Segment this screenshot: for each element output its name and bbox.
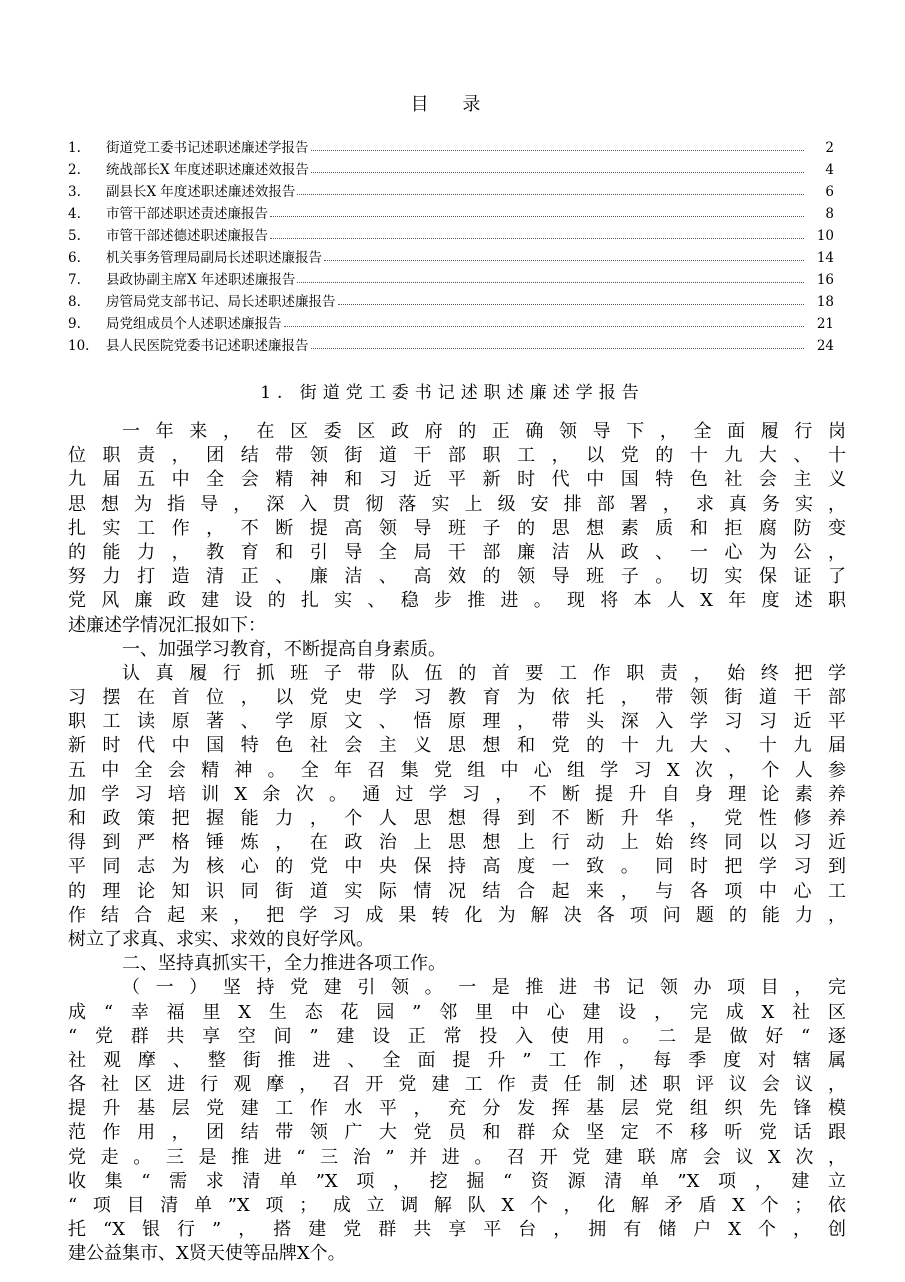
body-text-line: 二、坚持真抓实干，全力推进各项工作。 (122, 953, 446, 975)
toc-entry-number: 9. (68, 316, 81, 332)
toc-entry-title: 统战部长X 年度述职述廉述效报告 (106, 162, 309, 178)
body-text-line: 一、加强学习教育，不断提高自身素质。 (122, 638, 446, 660)
body-text-line: 作结合起来，把学习成果转化为解决各项问题的能力， (68, 904, 846, 926)
body-text-line: 扎实工作，不断提高领导班子的思想素质和拒腐防变 (68, 517, 846, 539)
body-text-line: 认真履行抓班子带队伍的首要工作职责，始终把学 (122, 662, 846, 684)
body-text-line: 党风廉政建设的扎实、稳步推进。现将本人X年度述职 (68, 590, 846, 612)
body-text-line: 范作用，团结带领广大党员和群众坚定不移听党话跟 (68, 1122, 846, 1144)
report-body (68, 420, 846, 1267)
body-text-line: 党走。三是推进“三治”并进。召开党建联席会议X次， (68, 1146, 846, 1168)
toc-leader-dots (297, 193, 804, 195)
body-text-line: 位职责，团结带领街道干部职工，以党的十九大、十 (68, 445, 846, 467)
body-text-line: 的理论知识同街道实际情况结合起来，与各项中心工 (68, 880, 846, 902)
toc-entry-number: 6. (68, 250, 81, 266)
toc-entry-page: 10 (816, 228, 834, 244)
body-text-line: 平同志为核心的党中央保持高度一致。同时把学习到 (68, 856, 846, 878)
toc-leader-dots (311, 347, 805, 349)
body-text-line: “项目清单”X项；成立调解队X个，化解矛盾X个；依 (68, 1195, 846, 1216)
toc-entry-title: 局党组成员个人述职述廉报告 (106, 316, 282, 332)
toc-entry[interactable] (68, 332, 834, 354)
toc-entry-page: 8 (825, 206, 834, 222)
toc-leader-dots (311, 171, 804, 173)
toc-entry-title: 副县长X 年度述职述廉述效报告 (106, 184, 296, 200)
body-text-line: （一）坚持党建引领。一是推进书记领办项目，完 (122, 977, 846, 999)
body-text-line: 的能力，教育和引导全局干部廉洁从政、一心为公， (68, 541, 846, 563)
body-text-line: 提升基层党建工作水平，充分发挥基层党组织先锋模 (68, 1098, 846, 1120)
body-text-line: 建公益集市、X贤天使等品牌X个。 (68, 1243, 346, 1265)
toc-leader-dots (284, 325, 805, 327)
toc-leader-dots (338, 303, 805, 305)
toc-leader-dots (311, 149, 805, 151)
body-text-line: 树立了求真、求实、求效的良好学风。 (68, 928, 374, 950)
table-of-contents (68, 134, 834, 354)
toc-entry[interactable] (68, 200, 834, 222)
toc-entry[interactable] (68, 288, 834, 310)
toc-entry-page: 16 (816, 272, 834, 288)
toc-leader-dots (297, 281, 804, 283)
toc-leader-dots (270, 237, 804, 239)
toc-entry-number: 3. (68, 184, 81, 200)
body-text-line: 加学习培训X余次。通过学习，不断提升自身理论素养 (68, 783, 846, 805)
toc-entry-title: 市管干部述职述责述廉报告 (106, 206, 268, 222)
toc-entry-number: 4. (68, 206, 81, 222)
toc-entry-page: 4 (825, 162, 834, 178)
toc-entry[interactable] (68, 156, 834, 178)
toc-entry-number: 7. (68, 272, 81, 288)
toc-entry-title: 机关事务管理局副局长述职述廉报告 (106, 250, 322, 266)
body-text-line: 各社区进行观摩，召开党建工作责任制述职评议会议， (68, 1074, 846, 1096)
body-text-line: 得到严格锤炼，在政治上思想上行动上始终同以习近 (68, 832, 846, 854)
toc-entry-page: 6 (825, 184, 834, 200)
body-text-line: 九届五中全会精神和习近平新时代中国特色社会主义 (68, 469, 846, 491)
body-text-line: 成“幸福里X生态花园”邻里中心建设，完成X社区 (68, 1001, 846, 1023)
body-text-line: 习摆在首位，以党史学习教育为依托，带领街道干部 (68, 687, 846, 709)
body-text-line: 五中全会精神。全年召集党组中心组学习X次，个人参 (68, 759, 846, 781)
body-text-line: 职工读原著、学原文、悟原理，带头深入学习习近平 (68, 711, 846, 733)
toc-entry[interactable] (68, 178, 834, 200)
toc-entry[interactable] (68, 244, 834, 266)
body-text-line: 思想为指导，深入贯彻落实上级安排部署，求真务实， (68, 493, 846, 515)
toc-entry-page: 14 (816, 250, 834, 266)
section-title: 1. 街道党工委书记述职述廉述学报告 (260, 383, 645, 403)
toc-entry-number: 8. (68, 294, 81, 310)
body-text-line: 述廉述学情况汇报如下： (68, 614, 266, 636)
body-text-line: 一年来，在区委区政府的正确领导下，全面履行岗 (122, 421, 846, 442)
toc-entry-number: 5. (68, 228, 81, 244)
body-text-line: 和政策把握能力，个人思想得到不断升华，党性修养 (68, 808, 846, 829)
toc-entry-title: 县人民医院党委书记述职述廉报告 (106, 338, 309, 354)
toc-entry-title: 市管干部述德述职述廉报告 (106, 228, 268, 244)
toc-entry-page: 24 (816, 338, 834, 354)
body-text-line: 努力打造清正、廉洁、高效的领导班子。切实保证了 (68, 566, 846, 588)
body-text-line: “党群共享空间”建设正常投入使用。二是做好“逐 (68, 1025, 846, 1047)
toc-entry-page: 21 (816, 316, 834, 332)
toc-entry-number: 2. (68, 162, 81, 178)
toc-entry-title: 街道党工委书记述职述廉述学报告 (106, 140, 309, 156)
body-text-line: 新时代中国特色社会主义思想和党的十九大、十九届 (68, 735, 846, 757)
toc-entry-number: 10. (68, 338, 90, 354)
toc-title: 目 录 (410, 94, 495, 115)
toc-entry-number: 1. (68, 140, 81, 156)
body-text-line: 托“X银行”，搭建党群共享平台，拥有储户X个，创 (68, 1219, 846, 1241)
toc-leader-dots (270, 215, 804, 217)
toc-entry[interactable] (68, 310, 834, 332)
body-text-line: 社观摩、整街推进、全面提升”工作，每季度对辖属 (68, 1049, 846, 1071)
toc-leader-dots (324, 259, 804, 261)
toc-entry[interactable] (68, 134, 834, 156)
body-text-line: 收集“需求清单”X项，挖掘“资源清单”X项，建立 (68, 1170, 846, 1192)
toc-entry[interactable] (68, 222, 834, 244)
toc-entry-title: 县政协副主席X 年述职述廉报告 (106, 272, 296, 288)
toc-entry-page: 18 (816, 294, 834, 310)
toc-entry[interactable] (68, 266, 834, 288)
toc-entry-page: 2 (825, 140, 834, 156)
toc-entry-title: 房管局党支部书记、局长述职述廉报告 (106, 294, 336, 310)
